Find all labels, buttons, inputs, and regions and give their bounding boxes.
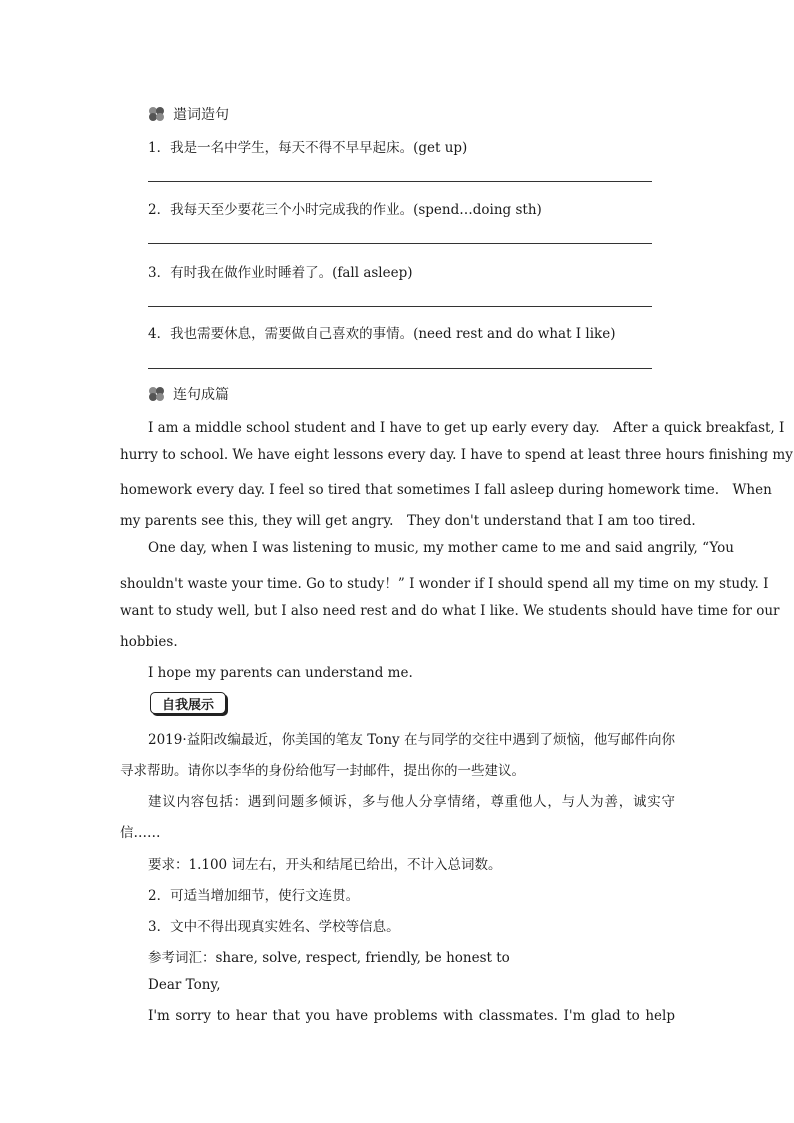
requirement-1: 要求：1.100 词左右，开头和结尾已给出，不计入总词数。 [148, 857, 502, 873]
question-2: 2．我每天至少要花三个小时完成我的作业。(spend…doing sth) [148, 202, 542, 218]
content-line-1: 建议内容包括：遇到问题多倾诉，多与他人分享情绪，尊重他人，与人为善，诚实守 [148, 794, 675, 810]
prompt-line-1: 2019·益阳改编最近，你美国的笔友 Tony 在与同学的交往中遇到了烦恼，他写邮件向你 [148, 732, 675, 748]
clover-icon [148, 386, 166, 402]
content-line-2: 信…… [120, 825, 161, 841]
self-show-badge: 自我展示 [150, 692, 226, 714]
answer-line-1[interactable] [148, 181, 652, 182]
paragraph-1-line-1: I am a middle school student and I have to get up early every day. After a quick breakfast, I [148, 420, 785, 436]
letter-opening: I'm sorry to hear that you have problems with classmates. I'm glad to help [148, 1008, 675, 1024]
requirement-2: 2．可适当增加细节，使行文连贯。 [148, 888, 360, 904]
question-1: 1．我是一名中学生，每天不得不早早起床。(get up) [148, 140, 468, 156]
question-4: 4．我也需要休息，需要做自己喜欢的事情。(need rest and do what I like) [148, 326, 616, 342]
reference-vocabulary: 参考词汇：share, solve, respect, friendly, be honest to [148, 950, 510, 966]
clover-icon [148, 106, 166, 122]
question-3: 3．有时我在做作业时睡着了。(fall asleep) [148, 265, 413, 281]
paragraph-1-line-2: hurry to school. We have eight lessons every day. I have to spend at least three hours finishing my [120, 447, 793, 463]
answer-line-4[interactable] [148, 368, 652, 369]
paragraph-1-line-3: homework every day. I feel so tired that sometimes I fall asleep during homework time. When [120, 482, 772, 498]
paragraph-1-line-4: my parents see this, they will get angry. They don't understand that I am too tired. [120, 513, 696, 529]
section-heading-1 [148, 104, 229, 124]
prompt-line-2: 寻求帮助。请你以李华的身份给他写一封邮件，提出你的一些建议。 [120, 763, 525, 779]
requirement-3: 3．文中不得出现真实姓名、学校等信息。 [148, 919, 400, 935]
answer-line-3[interactable] [148, 306, 652, 307]
letter-greeting: Dear Tony, [148, 977, 221, 993]
section-title: 遣词造句 [173, 107, 229, 123]
answer-line-2[interactable] [148, 243, 652, 244]
paragraph-3: I hope my parents can understand me. [148, 665, 413, 681]
paragraph-2-line-3: want to study well, but I also need rest and do what I like. We students should have time for our [120, 603, 780, 619]
section-title: 连句成篇 [173, 387, 229, 403]
paragraph-2-line-2: shouldn't waste your time. Go to study！” I wonder if I should spend all my time on my study. I [120, 576, 769, 592]
section-heading-2 [148, 384, 229, 404]
paragraph-2-line-1: One day, when I was listening to music, my mother came to me and said angrily, “You [148, 540, 734, 556]
paragraph-2-line-4: hobbies. [120, 634, 178, 650]
